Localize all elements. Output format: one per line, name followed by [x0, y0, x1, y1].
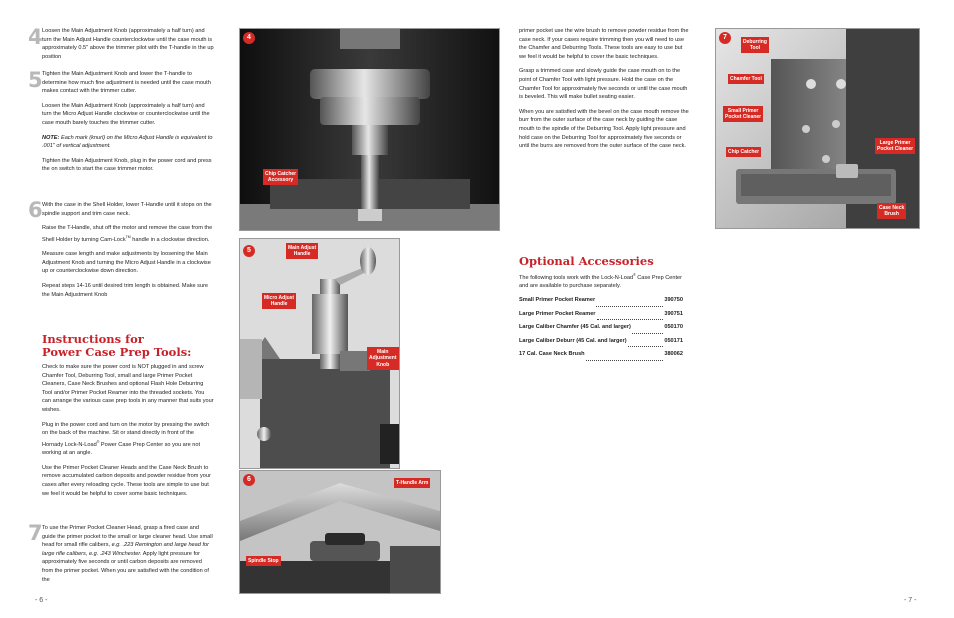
callout-deburring-tool: Deburring Tool — [743, 38, 767, 51]
photo-badge-4: 4 — [243, 32, 255, 44]
photo-case-prep-center — [715, 28, 920, 229]
accessories-intro-a: The following tools work with the Lock-N-Load — [519, 274, 634, 281]
list-item — [519, 351, 683, 365]
accessories-intro-b: Case Prep Center and are available to purchase separately. — [519, 274, 683, 290]
step-7-text — [42, 524, 214, 590]
photo-badge-7: 7 — [719, 32, 731, 44]
note-paragraph — [42, 134, 214, 151]
optional-accessories-heading: Optional Accessories — [519, 254, 654, 268]
page-number-right: - 7 - — [904, 597, 917, 604]
leader-dots — [586, 351, 664, 361]
case-prep-center-image — [716, 29, 919, 228]
instructions-paragraph-1: Check to make sure the power cord is NOT plugged in and screw Chamfer Tool, Deburring Tool, small and large Primer Pocket Cleaners, Case Neck Brushes and optional Flash Hole Deburring Tool and/or Primer Pocket Reamer into the threaded sockets. You can arrange the various case prep tools in any manner that suits your wishes. — [42, 364, 214, 413]
callout-small-primer-pocket-cleaner: Small Primer Pocket Cleaner — [725, 107, 762, 120]
callout-chip-catcher: Chip Catcher — [728, 148, 760, 155]
accessory-number: 390750 — [664, 297, 683, 303]
step-5-paragraph-2: Loosen the Main Adjustment Knob (approximately a half turn) and turn the Micro Adjust Handle clockwise or counterclockwise until the case mouth barely touches the trimmer cutter. — [42, 102, 210, 126]
instructions-paragraph-2b: Power Case Prep Center so you are not working at an angle. — [42, 441, 201, 457]
right-paragraph-1: primer pocket use the wire brush to remove powder residue from the case neck. If your cases require trimming then you will need to use the Chamfer and Deburring Tools. These tools are easy to use but we feel it would be helpful to cover the basic techniques. — [519, 28, 689, 60]
step-number-7: 7 — [28, 521, 43, 545]
photo-spindle-stop — [239, 470, 441, 594]
right-paragraph-2: Grasp a trimmed case and slowly guide the case mouth on to the point of Chamfer Tool with light pressure. Hold the case on the Chamfer Tool for approximately five seconds or until the case mouth is beveled. This will make bullet seating easier. — [519, 68, 688, 101]
step-6-text — [42, 201, 214, 305]
step-7-text-a: To use the Primer Pocket Cleaner Head, grasp a fired case and guide the primer pocket to the small or large cleaner head. Use small head for small rifle calibers, — [42, 525, 213, 549]
heading-line-2: Power Case Prep Tools: — [42, 345, 192, 359]
callout-spindle-stop: Spindle Stop — [248, 557, 279, 564]
accessory-name: Large Primer Pocket Reamer — [519, 310, 596, 317]
callout-large-primer-pocket-cleaner: Large Primer Pocket Cleaner — [877, 139, 914, 152]
step-7-text-b: Apply light pressure for approximately five seconds or until carbon deposits are removed from the primer pocket. When you are satisfied with the condition of the — [42, 550, 209, 583]
right-paragraph-3: When you are satisfied with the bevel on the case mouth remove the burr from the outer surface of the case neck by guiding the case mouth to the spindle of the Deburring Tool. Apply light pressure and hold case on the Deburring Tool for approximately five seconds or until the burrs are removed from the outer surface of the case neck. — [519, 108, 689, 150]
callout-main-adjustment-knob: Main Adjustment Knob — [369, 348, 397, 368]
step-4-paragraph: Loosen the Main Adjustment Knob (approximately a half turn) and turn the Main Adjust Handle counterclockwise until the case mouth is approximately 0.5" above the trimmer pilot with the T-handle in the up position — [42, 28, 214, 60]
list-item — [519, 338, 683, 352]
callout-chip-catcher-accessory: Chip Catcher Accessory — [265, 170, 297, 183]
list-item — [519, 297, 683, 311]
instructions-heading — [42, 333, 217, 359]
step-6-text-2b: handle in a clockwise direction. — [130, 236, 210, 243]
leader-dots — [632, 324, 663, 334]
accessory-number: 390751 — [664, 310, 683, 317]
list-item — [519, 324, 683, 338]
instructions-paragraph-2a: Plug in the power cord and turn on the motor by pressing the switch on the back of the machine. Sit or stand directly in front of the Hornady Lock-N-Load — [42, 421, 210, 448]
callout-main-adjust-handle: Main Adjust Handle — [288, 244, 317, 257]
step-6-paragraph: With the case in the Shell Holder, lower T-Handle until it stops on the spindle support and trim case neck. — [42, 202, 212, 217]
callout-micro-adjust-handle: Micro Adjust Handle — [264, 294, 295, 307]
callout-case-neck-brush: Case Neck Brush — [879, 204, 905, 217]
step-4-text — [42, 27, 214, 67]
step-6-paragraph-4: Repeat steps 14-16 until desired trim length is obtained. Make sure the Main Adjustment Knob — [42, 283, 209, 298]
registered-mark: ® — [96, 439, 100, 444]
right-col-body — [519, 27, 691, 157]
accessory-number: 380062 — [664, 351, 683, 357]
accessories-intro-paragraph — [519, 271, 691, 291]
instructions-body — [42, 363, 214, 504]
registered-mark-right: ® — [633, 273, 636, 277]
step-7-example: e.g. .223 Remington and large head for large rifle calibers, e.g. .243 Winchester. — [42, 542, 209, 557]
accessory-name: Small Primer Pocket Reamer — [519, 297, 596, 303]
accessories-intro — [519, 271, 691, 297]
leader-dots — [628, 338, 664, 348]
trademark-mark: TM — [125, 234, 131, 239]
step-number-4: 4 — [28, 25, 43, 49]
accessory-number: 050170 — [664, 324, 683, 330]
step-5-paragraph: Tighten the Main Adjustment Knob and lower the T-handle to determine how much fine adjustment is needed until the case mouth makes contact with the trimmer cutter. — [42, 71, 211, 95]
note-label: NOTE: — [42, 134, 60, 141]
step-6-paragraph-2 — [42, 224, 214, 244]
photo-trimmer-closeup — [239, 28, 500, 231]
accessory-name: Large Caliber Chamfer (45 Cal. and larger) — [519, 324, 631, 330]
step-number-6: 6 — [28, 198, 43, 222]
step-6-paragraph-3: Measure case length and make adjustments by loosening the Main Adjustment Knob and turning the Micro Adjust Handle in a clockwise up or counterclockwise down direction. — [42, 251, 211, 275]
photo-badge-5: 5 — [243, 245, 255, 257]
accessory-number: 050171 — [664, 337, 683, 344]
trimmer-closeup-image — [240, 29, 499, 230]
step-5-paragraph-3: Tighten the Main Adjustment Knob, plug in the power cord and press the on switch to start the case trimmer motor. — [42, 157, 212, 173]
accessory-name: Large Caliber Deburr (45 Cal. and larger) — [519, 337, 627, 344]
note-text: Each mark (knurl) on the Micro Adjust Handle is equivalent to .001" of vertical adjustment. — [42, 134, 213, 150]
accessory-name: 17 Cal. Case Neck Brush — [519, 351, 585, 357]
page-number-left: - 6 - — [35, 597, 48, 604]
callout-chamfer-tool: Chamfer Tool — [730, 75, 762, 82]
step-number-5: 5 — [28, 68, 43, 92]
accessories-list — [519, 297, 683, 365]
leader-dots — [596, 297, 663, 307]
instructions-paragraph-3: Use the Primer Pocket Cleaner Heads and the Case Neck Brush to remove accumulated carbon deposits and powder residue from your cases after every reloading cycle. These tools are simple to use but we feel it would be helpful to cover some basic techniques. — [42, 464, 211, 497]
instructions-paragraph-2 — [42, 421, 214, 458]
step-5-text — [42, 70, 214, 180]
step-6-text-2a: Raise the T-Handle, shut off the motor and remove the case from the Shell Holder by turning Cam-Lock — [42, 225, 213, 243]
leader-dots — [597, 311, 664, 321]
list-item — [519, 311, 683, 325]
callout-t-handle-arm: T-Handle Arm — [396, 479, 429, 486]
spindle-stop-image — [240, 471, 440, 593]
heading-line-1: Instructions for — [42, 332, 144, 346]
photo-badge-6: 6 — [243, 474, 255, 486]
step-7-paragraph — [42, 524, 214, 584]
